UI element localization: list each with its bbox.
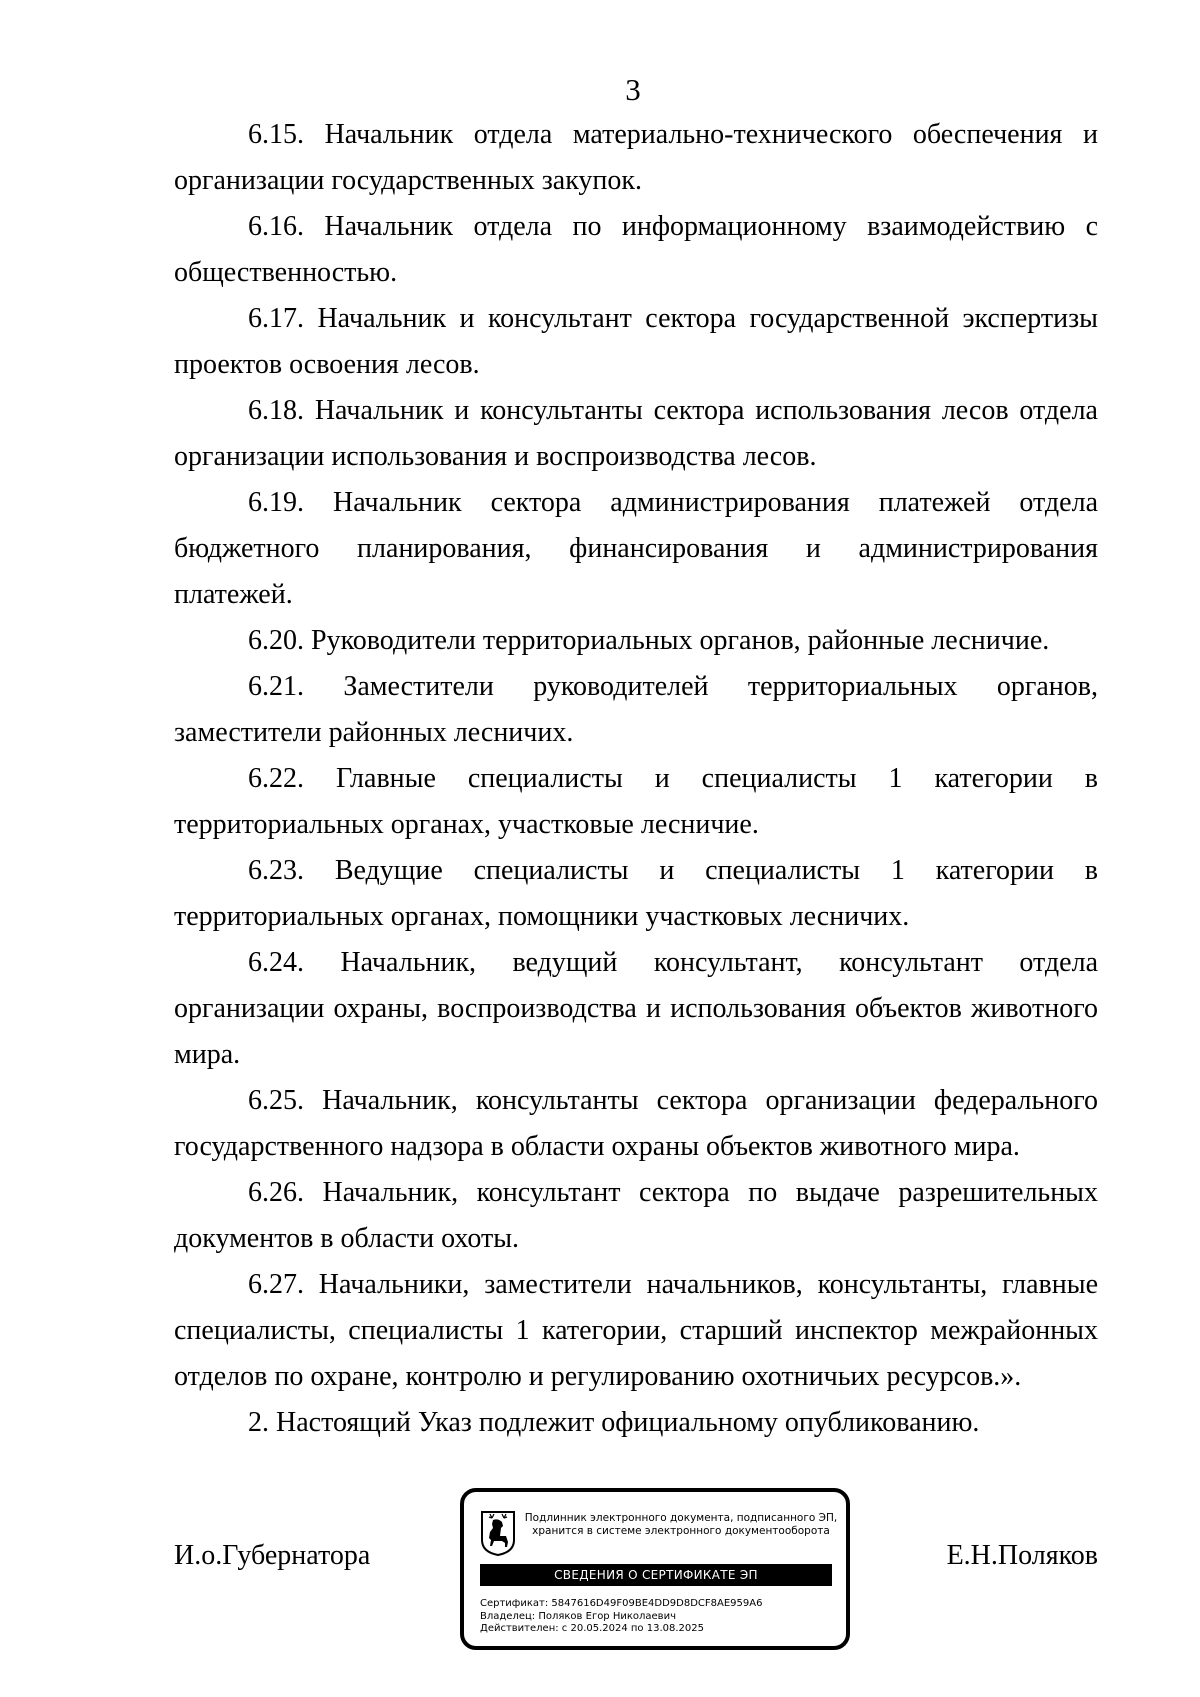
- document-body: [174, 112, 1098, 1446]
- paragraph-6-16: 6.16. Начальник отдела по информационному взаимодействию с общественностью.: [174, 211, 1098, 288]
- paragraph-6-15: 6.15. Начальник отдела материально-технического обеспечения и организации государственных закупок.: [174, 119, 1098, 196]
- paragraph-6-25: 6.25. Начальник, консультанты сектора организации федерального государственного надзора в области охраны объектов животного мира.: [174, 1085, 1098, 1162]
- paragraph-6-27: 6.27. Начальники, заместители начальников, консультанты, главные специалисты, специалисты 1 категории, старший инспектор межрайонных отделов по охране, контролю и регулированию охотничьих ресурсов.».: [174, 1269, 1098, 1392]
- stamp-note: [522, 1512, 840, 1538]
- stamp-validity: Действителен: с 20.05.2024 по 13.08.2025: [480, 1623, 704, 1634]
- paragraph-6-18: 6.18. Начальник и консультанты сектора использования лесов отдела организации использования и воспроизводства лесов.: [174, 395, 1098, 472]
- paragraph-6-21: 6.21. Заместители руководителей территориальных органов, заместители районных лесничих.: [174, 671, 1098, 748]
- stamp-owner: Владелец: Поляков Егор Николаевич: [480, 1610, 676, 1622]
- paragraph-6-23: 6.23. Ведущие специалисты и специалисты 1 категории в территориальных органах, помощники участковых лесничих.: [174, 855, 1098, 932]
- stamp-certificate: Сертификат: 5847616D49F09BE4DD9D8DCF8AE959A6: [480, 1598, 763, 1609]
- paragraph-publication: 2. Настоящий Указ подлежит официальному опубликованию.: [248, 1407, 980, 1438]
- stamp-note-line-2: хранится в системе электронного документооборота: [532, 1525, 830, 1537]
- signatory-position: И.о.Губернатора: [174, 1540, 371, 1571]
- paragraph-6-26: 6.26. Начальник, консультант сектора по выдаче разрешительных документов в области охоты.: [174, 1177, 1098, 1254]
- paragraph-6-22: 6.22. Главные специалисты и специалисты 1 категории в территориальных органах, участковые лесничие.: [174, 763, 1098, 840]
- paragraph-6-17: 6.17. Начальник и консультант сектора государственной экспертизы проектов освоения лесов.: [174, 303, 1098, 380]
- paragraph-6-19: 6.19. Начальник сектора администрирования платежей отдела бюджетного планирования, финансирования и администрирования платежей.: [174, 487, 1098, 610]
- deer-coat-of-arms-icon: [480, 1510, 516, 1556]
- page-number: 3: [625, 72, 641, 107]
- paragraph-6-20: 6.20. Руководители территориальных органов, районные лесничие.: [248, 625, 1050, 656]
- paragraph-6-24: 6.24. Начальник, ведущий консультант, консультант отдела организации охраны, воспроизводства и использования объектов животного мира.: [174, 947, 1098, 1070]
- signatory-name: Е.Н.Поляков: [946, 1540, 1098, 1571]
- stamp-details: [480, 1598, 832, 1636]
- electronic-signature-stamp: [460, 1488, 850, 1650]
- stamp-header: СВЕДЕНИЯ О СЕРТИФИКАТЕ ЭП: [480, 1564, 832, 1586]
- stamp-note-line-1: Подлинник электронного документа, подписанного ЭП,: [524, 1512, 838, 1524]
